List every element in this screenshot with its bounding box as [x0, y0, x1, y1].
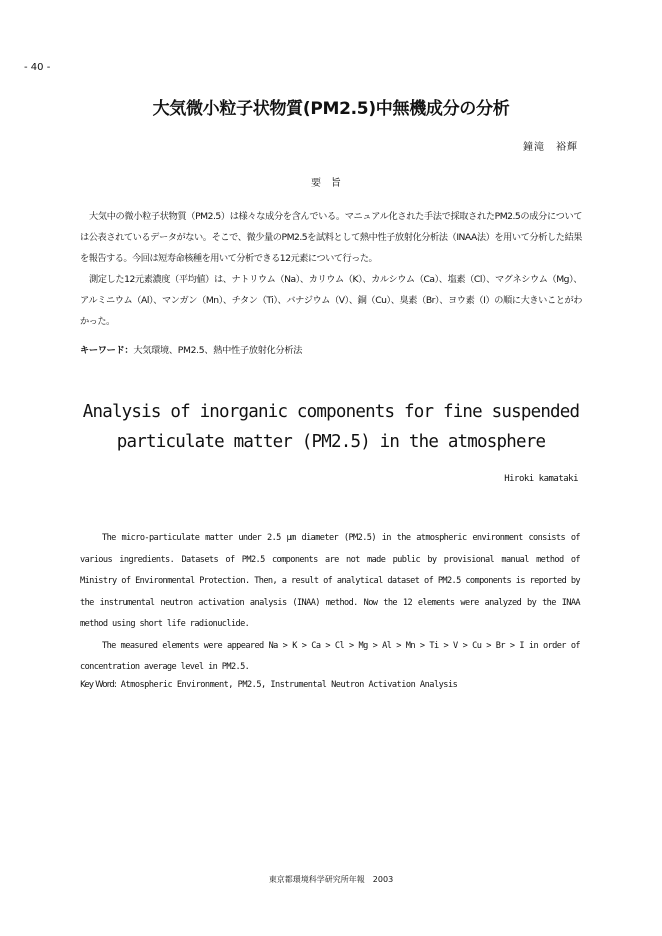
keywords-jp [80, 342, 302, 356]
keywords-jp-label: キーワード： [80, 345, 134, 356]
abstract-jp-paragraph: 大気中の微小粒子状物質（PM2.5）は様々な成分を含んでいる。マニュアル化された手法で採取されたPM2.5の成分については公表されているデータがない。そこで、微少量のPM2.5を試料として熱中性子放射化分析法（INAA法）を用いて分析した結果を報告する。今回は短寿命核種を用いて分析できる12元素について行った。 [80, 211, 582, 264]
footer-journal: 東京都環境科学研究所年報 2003 [268, 875, 394, 884]
paper-title-jp: 大気微小粒子状物質(PM2.5)中無機成分の分析 [152, 99, 510, 119]
abstract-en-paragraph: The measured elements were appeared Na > K > Ca > Cl > Mg > Al > Mn > Ti > V > Cu > Br > I in order of concentration average level in PM2.5. [80, 640, 580, 672]
keywords-en-text: Atmospheric Environment, PM2.5, Instrumental Neutron Activation Analysis [120, 680, 458, 690]
keywords-jp-text: 大気環境、PM2.5、熱中性子放射化分析法 [133, 345, 303, 356]
abstract-en-paragraph: The micro-particulate matter under 2.5 μm diameter (PM2.5) in the atmospheric environment consists of various ingredients. Datasets of PM2.5 components are not made public by provisional manual method of Ministry of Environmental Protection. Then, a result of analytical dataset of PM2.5 components is reported by the instrumental neutron activation analysis (INAA) method. Now the 12 elements were analyzed by the INAA method using short life radionuclide. [80, 533, 580, 629]
abstract-heading-jp: 要旨 [311, 178, 351, 189]
paper-title-en [0, 397, 662, 457]
keywords-en-label: Key Word: [80, 680, 117, 690]
abstract-en [80, 528, 580, 679]
author-name-en: Hiroki kamataki [504, 474, 578, 484]
author-name-jp: 鐘滝 裕輝 [523, 142, 578, 153]
paper-title-en-line: Analysis of inorganic components for fine suspended [82, 402, 580, 422]
paper-title-en-line: particulate matter (PM2.5) in the atmosphere [116, 432, 546, 452]
page-number: - 40 - [24, 62, 51, 73]
abstract-jp-paragraph: 測定した12元素濃度（平均値）は、ナトリウム（Na）、カリウム（K）、カルシウム（Ca）、塩素（Cl）、マグネシウム（Mg）、アルミニウム（Al）、マンガン（Mn）、チタン（Ti）、バナジウム（V）、銅（Cu）、臭素（Br）、ヨウ素（I）の順に大きいことがわかった。 [80, 274, 582, 327]
abstract-jp [80, 206, 582, 332]
keywords-en [80, 680, 457, 690]
